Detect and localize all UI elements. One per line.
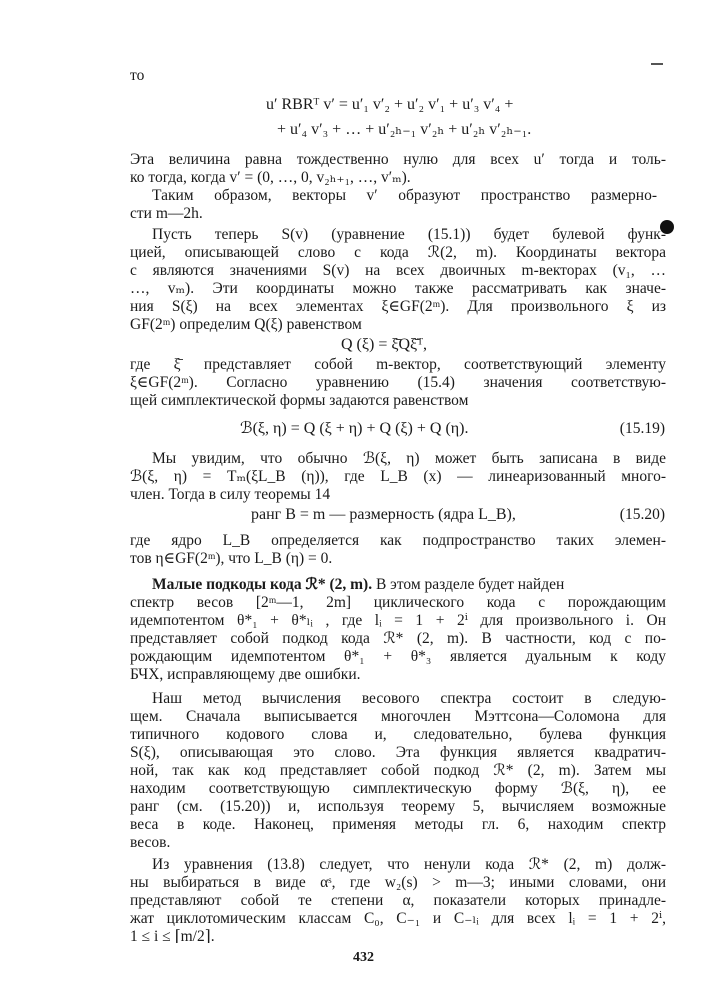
equation-b: ℬ(ξ, η) = Q (ξ + η) + Q (ξ) + Q (η).	[240, 420, 469, 437]
paragraph-line: рождающим идемпотентом θ*₁ + θ*₃ является дуальным к коду	[130, 648, 666, 665]
paragraph-line: находим соответствующую симплектическую форму ℬ(ξ, η), ее	[130, 780, 666, 797]
paragraph-line: представляет собой подкод кода ℛ* (2, m). В частности, код с по-	[130, 630, 666, 647]
paragraph-line: веса в коде. Наконец, применяя методы гл. 6, находим спектр	[130, 816, 666, 833]
paragraph-line: представляют собой те степени α, показатели которых принадле-	[130, 892, 666, 909]
paragraph-line: c являются значениями S(v) на всех двоичных m-векторах (v₁, …	[130, 262, 666, 279]
paragraph-line: ко тогда, когда v′ = (0, …, 0, v₂ₕ₊₁, …, v′ₘ).	[130, 169, 411, 186]
section-intro: В этом разделе будет найден	[372, 576, 565, 593]
paragraph-line: Из уравнения (13.8) следует, что ненули кода ℛ* (2, m) долж-	[152, 856, 666, 873]
paragraph-line: тов η∈GF(2ᵐ), что L_B (η) = 0.	[130, 550, 333, 567]
equation-rank: ранг B = m — размерность (ядра L_B),	[251, 506, 516, 523]
paragraph-line: где ядро L_B определяется как подпространство таких элемен-	[130, 532, 666, 549]
margin-mark	[651, 63, 663, 65]
paragraph-line: Таким образом, векторы v′ образуют пространство размерно-	[152, 187, 657, 204]
equation-line-1: u′ RBRᵀ v′ = u′₁ v′₂ + u′₂ v′₁ + u′₃ v′₄ +	[266, 96, 514, 113]
paragraph-line: где ξ̄ представляет собой m-вектор, соответствующий элементу	[130, 356, 666, 373]
paragraph-line: жат циклотомическим классам C₀, C₋₁ и C₋ₗᵢ для всех lᵢ = 1 + 2ⁱ,	[130, 910, 666, 927]
paragraph-line: сти m—2h.	[130, 205, 203, 222]
paragraph-line: ны выбираться в виде αˢ, где w₂(s) > m—3; иными словами, они	[130, 874, 666, 891]
paragraph-line: цией, описывающей слово c кода ℛ(2, m). Координаты вектора	[130, 244, 666, 261]
paragraph-line: Мы увидим, что обычно ℬ(ξ, η) может быть записана в виде	[152, 450, 666, 467]
top-word: то	[130, 67, 145, 84]
paragraph-line: Пусть теперь S(v) (уравнение (15.1)) будет булевой функ-	[152, 226, 666, 243]
equation-line-2: + u′₄ v′₃ + … + u′₂ₕ₋₁ v′₂ₕ + u′₂ₕ v′₂ₕ₋₁.	[277, 121, 532, 138]
section-line	[152, 575, 666, 595]
paragraph-line: 1 ≤ i ≤ ⌈m/2⌉.	[130, 928, 215, 945]
paragraph-line: член. Тогда в силу теоремы 14	[130, 486, 331, 503]
paragraph-line: типичного кодового слова и, следовательно, булева функция	[130, 726, 666, 743]
paragraph-line: ξ∈GF(2ᵐ). Согласно уравнению (15.4) значения соответствую-	[130, 374, 666, 391]
paragraph-line: ℬ(ξ, η) = Tₘ(ξL_B (η)), где L_B (x) — линеаризованный много-	[130, 468, 666, 485]
equation-number: (15.19)	[619, 420, 665, 437]
paragraph-line: идемпотентом θ*₁ + θ*ₗᵢ , где lᵢ = 1 + 2ⁱ для произвольного i. Он	[130, 612, 666, 629]
paragraph-line: БЧХ, исправляющему две ошибки.	[130, 666, 361, 683]
paragraph-line: весов.	[130, 834, 171, 851]
paragraph-line: щей симплектической формы задаются равенством	[130, 392, 469, 409]
equation-number: (15.20)	[619, 506, 665, 523]
paragraph-line: S(ξ), описывающая это слово. Эта функция является квадратич-	[130, 744, 666, 761]
equation-q: Q (ξ) = ξ̄Qξ̄ᵀ,	[341, 336, 427, 353]
paragraph-line: ния S(ξ) на всех элементах ξ∈GF(2ᵐ). Для произвольного ξ из	[130, 298, 666, 315]
paragraph-line: …, vₘ). Эти координаты можно также рассматривать как значе-	[130, 280, 666, 297]
paragraph-line: щем. Сначала выписывается многочлен Мэттсона—Соломона для	[130, 708, 666, 725]
paragraph-line: ранг (см. (15.20)) и, используя теорему 5, вычисляем возможные	[130, 798, 666, 815]
paragraph-line: Наш метод вычисления весового спектра состоит в следую-	[152, 690, 666, 707]
section-title: Малые подкоды кода ℛ* (2, m).	[152, 576, 373, 593]
paragraph-line: ной, так как код представляет собой подкод ℛ* (2, m). Затем мы	[130, 762, 666, 779]
paragraph-line: спектр весов [2ᵐ—1, 2m] циклического кода с порождающим	[130, 594, 666, 611]
page-number: 432	[353, 950, 374, 965]
paragraph-line: Эта величина равна тождественно нулю для всех u′ тогда и толь-	[130, 151, 666, 168]
paragraph-line: GF(2ᵐ) определим Q(ξ) равенством	[130, 316, 362, 333]
